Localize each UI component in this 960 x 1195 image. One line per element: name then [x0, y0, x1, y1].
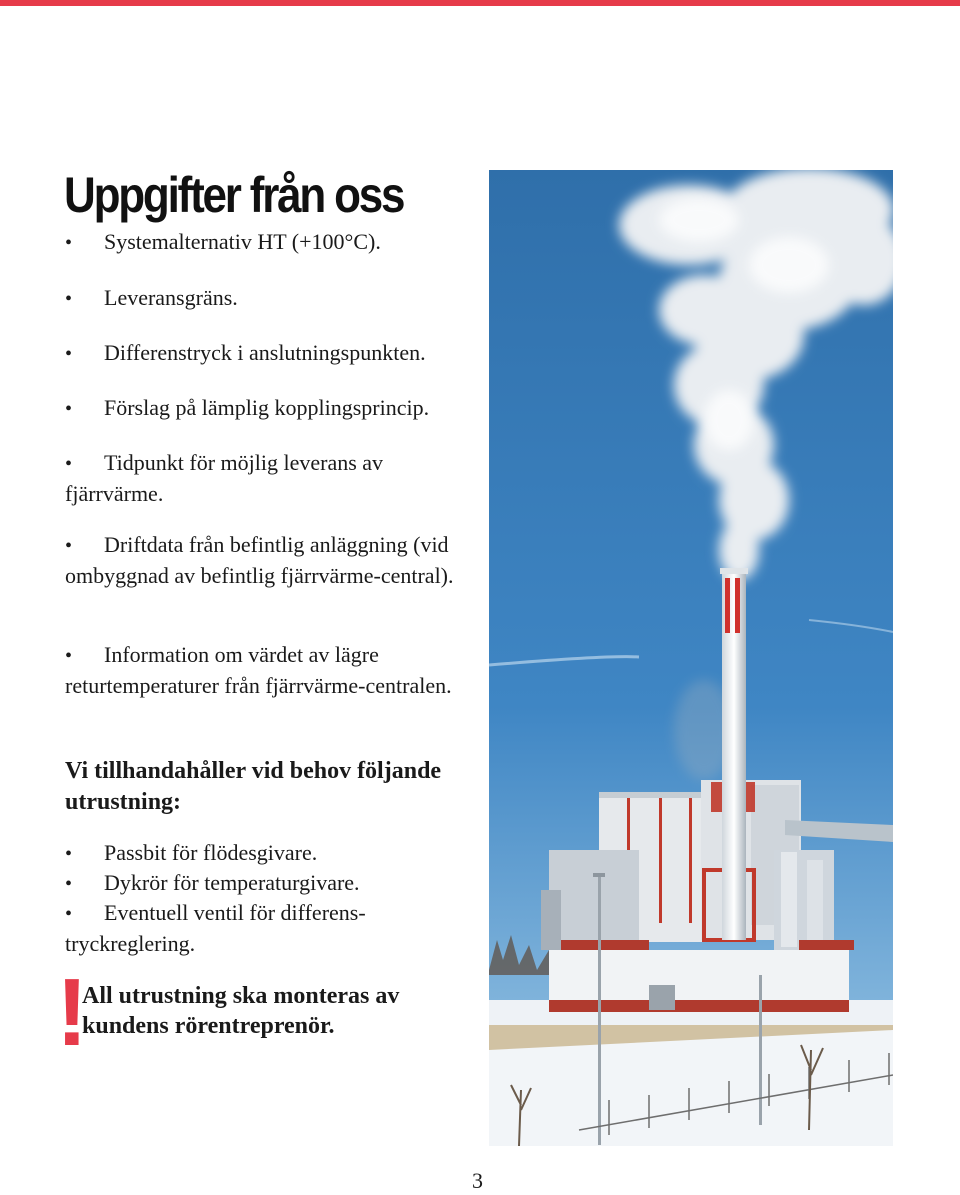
- list-item-text: Eventuell ventil för differens-tryckreglering.: [65, 900, 366, 956]
- bullet: •: [65, 903, 73, 925]
- bullet: •: [65, 843, 73, 865]
- equipment-heading: Vi tillhandahåller vid behov följande utrustning:: [65, 758, 442, 815]
- warning-text: All utrustning ska monteras av kundens rörentreprenör.: [82, 983, 400, 1039]
- list-item: [65, 338, 485, 369]
- bullet: •: [65, 288, 73, 310]
- list-item-text: Dykrör för temperaturgivare.: [104, 870, 360, 895]
- list-item-text: Passbit för flödesgivare.: [104, 840, 318, 865]
- bullet: •: [65, 343, 73, 365]
- list-item: [65, 448, 485, 509]
- bullet: •: [65, 645, 73, 667]
- list-item-text: Information om värdet av lägre returtemperaturer från fjärrvärme-centralen.: [65, 642, 452, 698]
- list-item-text: Förslag på lämplig kopplingsprincip.: [104, 395, 430, 420]
- power-plant-photo: [489, 170, 893, 1146]
- list-item: [65, 640, 485, 701]
- bullet: •: [65, 453, 73, 475]
- list-item-text: Tidpunkt för möjlig leverans av fjärrvärme.: [65, 450, 384, 506]
- list-item: [65, 227, 485, 258]
- list-item-text: Leveransgräns.: [104, 285, 238, 310]
- bullet: •: [65, 873, 73, 895]
- list-item: [65, 283, 485, 314]
- list-item: [65, 898, 485, 959]
- list-item: [65, 838, 485, 869]
- list-item-text: Systemalternativ HT (+100°C).: [104, 229, 381, 254]
- list-item-text: Driftdata från befintlig anläggning (vid ombyggnad av befintlig fjärrvärme-central).: [65, 532, 454, 588]
- page-number: 3: [472, 1168, 483, 1193]
- list-item: [65, 868, 485, 899]
- list-item: [65, 530, 485, 591]
- page-title: Uppgifter från oss: [64, 167, 404, 223]
- list-item-text: Differenstryck i anslutningspunkten.: [104, 340, 426, 365]
- bullet: •: [65, 398, 73, 420]
- bullet: •: [65, 232, 73, 254]
- list-item: [65, 393, 485, 424]
- exclamation-icon: !: [56, 959, 88, 1066]
- top-accent-rule: [0, 0, 960, 6]
- bullet: •: [65, 535, 73, 557]
